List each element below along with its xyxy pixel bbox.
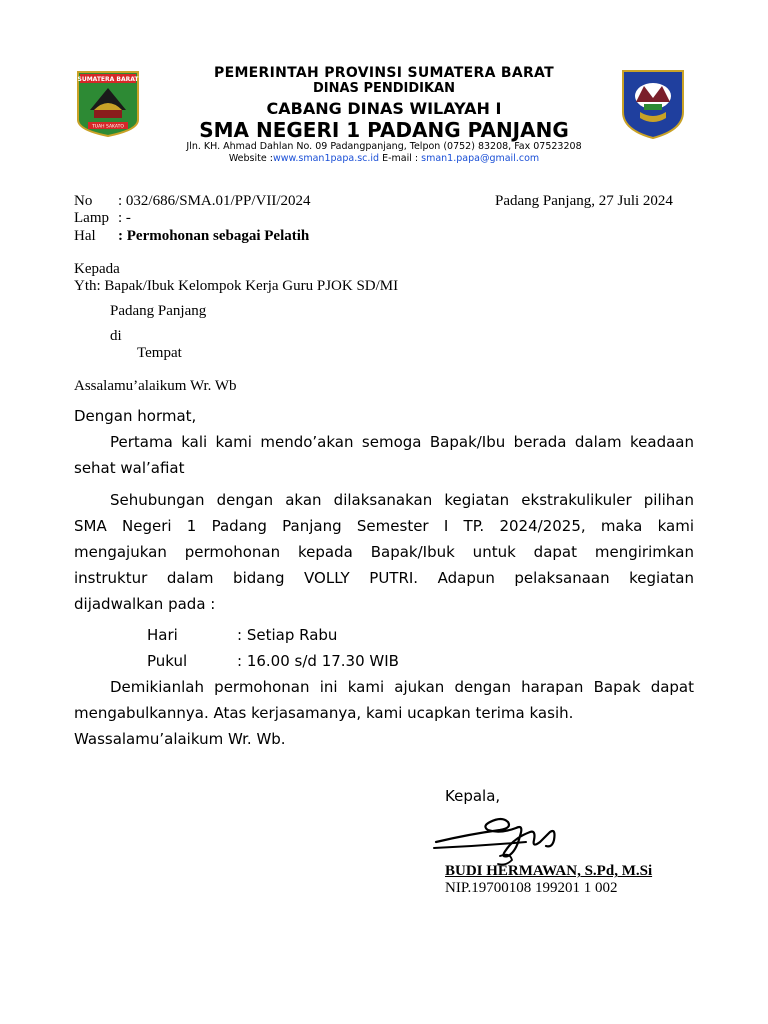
recipient-city: Padang Panjang xyxy=(110,303,207,319)
signatory-nip: NIP.19700108 199201 1 002 xyxy=(445,880,618,896)
no-value: : 032/686/SMA.01/PP/VII/2024 xyxy=(118,193,311,209)
handwritten-signature xyxy=(430,812,570,874)
signature-title: Kepala, xyxy=(445,787,501,805)
hal-value: : Permohonan sebagai Pelatih xyxy=(118,228,310,244)
recipient-di: di xyxy=(110,328,122,344)
closing-salam: Wassalamu’alaikum Wr. Wb. xyxy=(74,730,286,748)
lamp-value: : - xyxy=(118,210,131,226)
paragraph-2-line-3: mengajukan permohonan kepada Bapak/Ibuk untuk dapat mengirimkan xyxy=(74,543,694,561)
government-line: PEMERINTAH PROVINSI SUMATERA BARAT xyxy=(214,65,554,81)
paragraph-2-line-1: Sehubungan dengan akan dilaksanakan kegiatan ekstrakulikuler pilihan xyxy=(110,491,694,509)
signatory-name: BUDI HERMAWAN, S.Pd, M.Si xyxy=(445,863,653,879)
greeting: Dengan hormat, xyxy=(74,407,197,425)
paragraph-2-line-4: instruktur dalam bidang VOLLY PUTRI. Adapun pelaksanaan kegiatan xyxy=(74,569,694,587)
opening-salam: Assalamu’alaikum Wr. Wb xyxy=(74,378,237,394)
website-label: Website : xyxy=(228,153,273,164)
no-label: No xyxy=(74,193,93,209)
paragraph-3-line-2: mengabulkannya. Atas kerjasamanya, kami ucapkan terima kasih. xyxy=(74,704,574,722)
email-link[interactable]: sman1.papa@gmail.com xyxy=(421,153,540,164)
school-name: SMA NEGERI 1 PADANG PANJANG xyxy=(199,118,569,142)
contact-line xyxy=(120,153,648,164)
province-logo-text: SUMATERA BARAT xyxy=(77,76,139,83)
province-logo-motto: TUAH SAKATO xyxy=(92,124,124,130)
schedule-time-value: : 16.00 s/d 17.30 WIB xyxy=(237,652,399,670)
hal-label: Hal xyxy=(74,228,96,244)
branch-line: CABANG DINAS WILAYAH I xyxy=(266,99,502,118)
address-line: Jln. KH. Ahmad Dahlan No. 09 Padangpanjang, Telpon (0752) 83208, Fax 07523208 xyxy=(186,141,582,152)
paragraph-3-line-1: Demikianlah permohonan ini kami ajukan dengan harapan Bapak dapat xyxy=(110,678,694,696)
department-line: DINAS PENDIDIKAN xyxy=(312,81,456,96)
paragraph-1-line-1: Pertama kali kami mendo’akan semoga Bapak/Ibu berada dalam keadaan xyxy=(110,433,694,451)
paragraph-2-line-2: SMA Negeri 1 Padang Panjang Semester I TP. 2024/2025, maka kami xyxy=(74,517,694,535)
kepada: Kepada xyxy=(74,261,120,277)
website-link[interactable]: www.sman1papa.sc.id xyxy=(272,153,380,164)
schedule-day-value: : Setiap Rabu xyxy=(237,626,338,644)
lamp-label: Lamp xyxy=(74,210,109,226)
recipient-name: Yth: Bapak/Ibuk Kelompok Kerja Guru PJOK SD/MI xyxy=(74,278,399,294)
place-date: Padang Panjang, 27 Juli 2024 xyxy=(495,193,673,209)
schedule-day-label: Hari xyxy=(147,626,178,644)
email-label: E-mail : xyxy=(379,153,422,164)
paragraph-2-line-5: dijadwalkan pada : xyxy=(74,595,216,613)
recipient-tempat: Tempat xyxy=(137,345,182,361)
paragraph-1-line-2: sehat wal’afiat xyxy=(74,459,185,477)
schedule-time-label: Pukul xyxy=(147,652,188,670)
